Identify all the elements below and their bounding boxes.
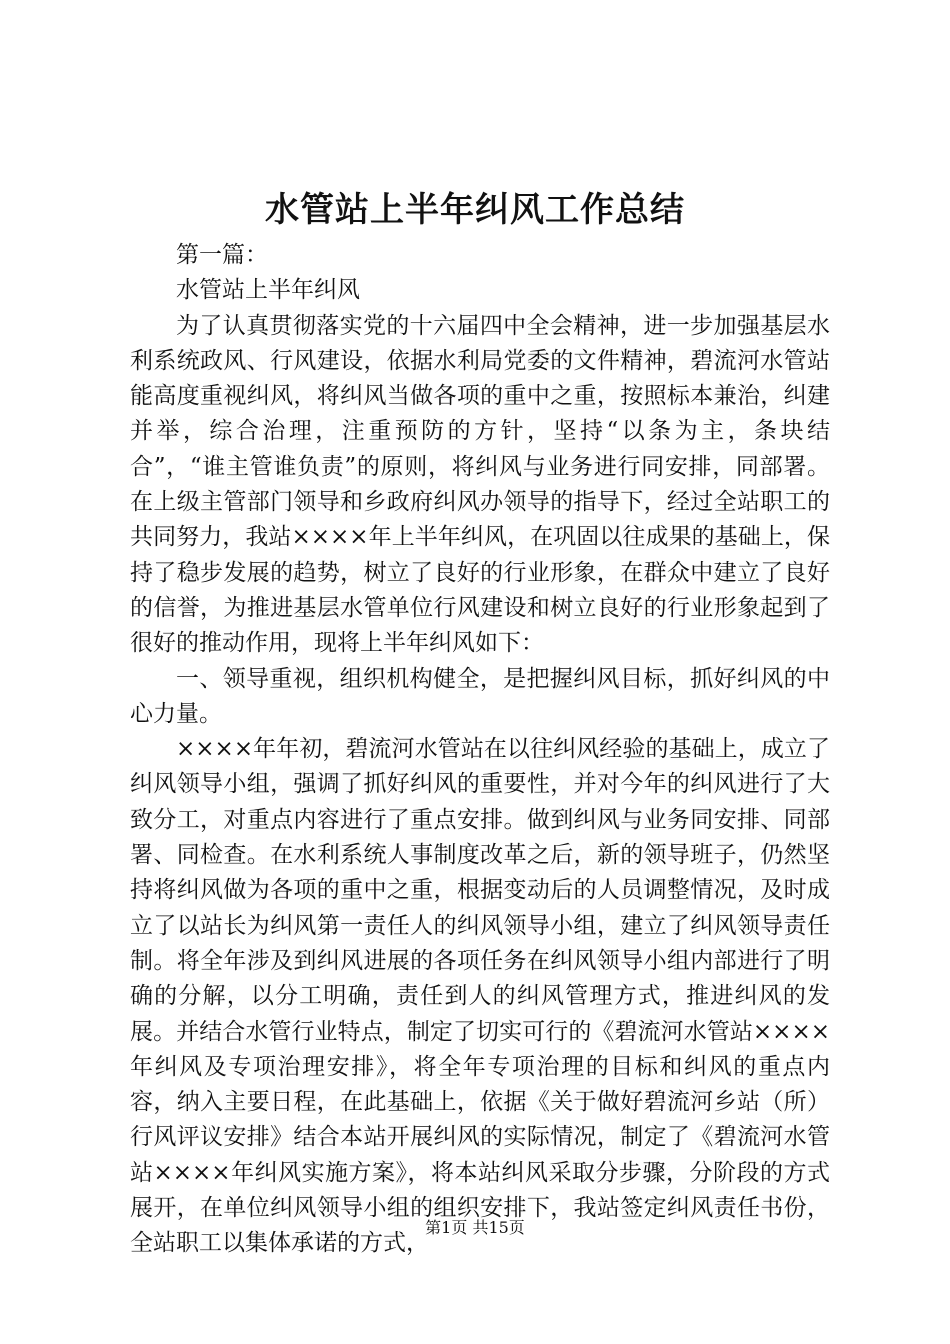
point-one-body: ××××年年初，碧流河水管站在以往纠风经验的基础上，成立了纠风领导小组，强调了抓好纠风的重要性，并对今年的纠风进行了大致分工，对重点内容进行了重点安排。做到纠风与业务同安排、同部署、同检查。在水利系统人事制度改革之后，新的领导班子，仍然坚持将纠风做为各项的重中之重，根据变动后的人员调整情况，及时成立了以站长为纠风第一责任人的纠风领导小组，建立了纠风领导责任制。将全年涉及到纠风进展的各项任务在纠风领导小组内部进行了明确的分解，以分工明确，责任到人的纠风管理方式，推进纠风的发展。并结合水管行业特点，制定了切实可行的《碧流河水管站××××年纠风及专项治理安排》，将全年专项治理的目标和纠风的重点内容，纳入主要日程，在此基础上，依据《关于做好碧流河乡站（所）行风评议安排》结合本站开展纠风的实际情况，制定了《碧流河水管站××××年纠风实施方案》，将本站纠风采取分步骤，分阶段的方式展开，在单位纠风领导小组的组织安排下，我站签定纠风责任书份，全站职工以集体承诺的方式， bbox=[130, 736, 830, 1257]
point-one-heading: 一、领导重视，组织机构健全，是把握纠风目标，抓好纠风的中心力量。 bbox=[130, 665, 830, 727]
section-heading: 第一篇： bbox=[176, 242, 268, 268]
page-footer: 第1页 共15页 bbox=[425, 1218, 525, 1237]
document-title: 水管站上半年纠风工作总结 bbox=[265, 190, 685, 230]
document-body bbox=[130, 238, 830, 1262]
intro-paragraph: 为了认真贯彻落实党的十六届四中全会精神，进一步加强基层水利系统政风、行风建设，依据水利局党委的文件精神，碧流河水管站能高度重视纠风，将纠风当做各项的重中之重，按照标本兼治，纠建并举，综合治理，注重预防的方针，坚持“以条为主，条块结合”，“谁主管谁负责”的原则，将纠风与业务进行同安排，同部署。在上级主管部门领导和乡政府纠风办领导的指导下，经过全站职工的共同努力，我站××××年上半年纠风，在巩固以往成果的基础上，保持了稳步发展的趋势，树立了良好的行业形象，在群众中建立了良好的信誉，为推进基层水管单位行风建设和树立良好的行业形象起到了很好的推动作用，现将上半年纠风如下： bbox=[130, 312, 830, 657]
subtitle-paragraph: 水管站上半年纠风 bbox=[176, 277, 360, 304]
